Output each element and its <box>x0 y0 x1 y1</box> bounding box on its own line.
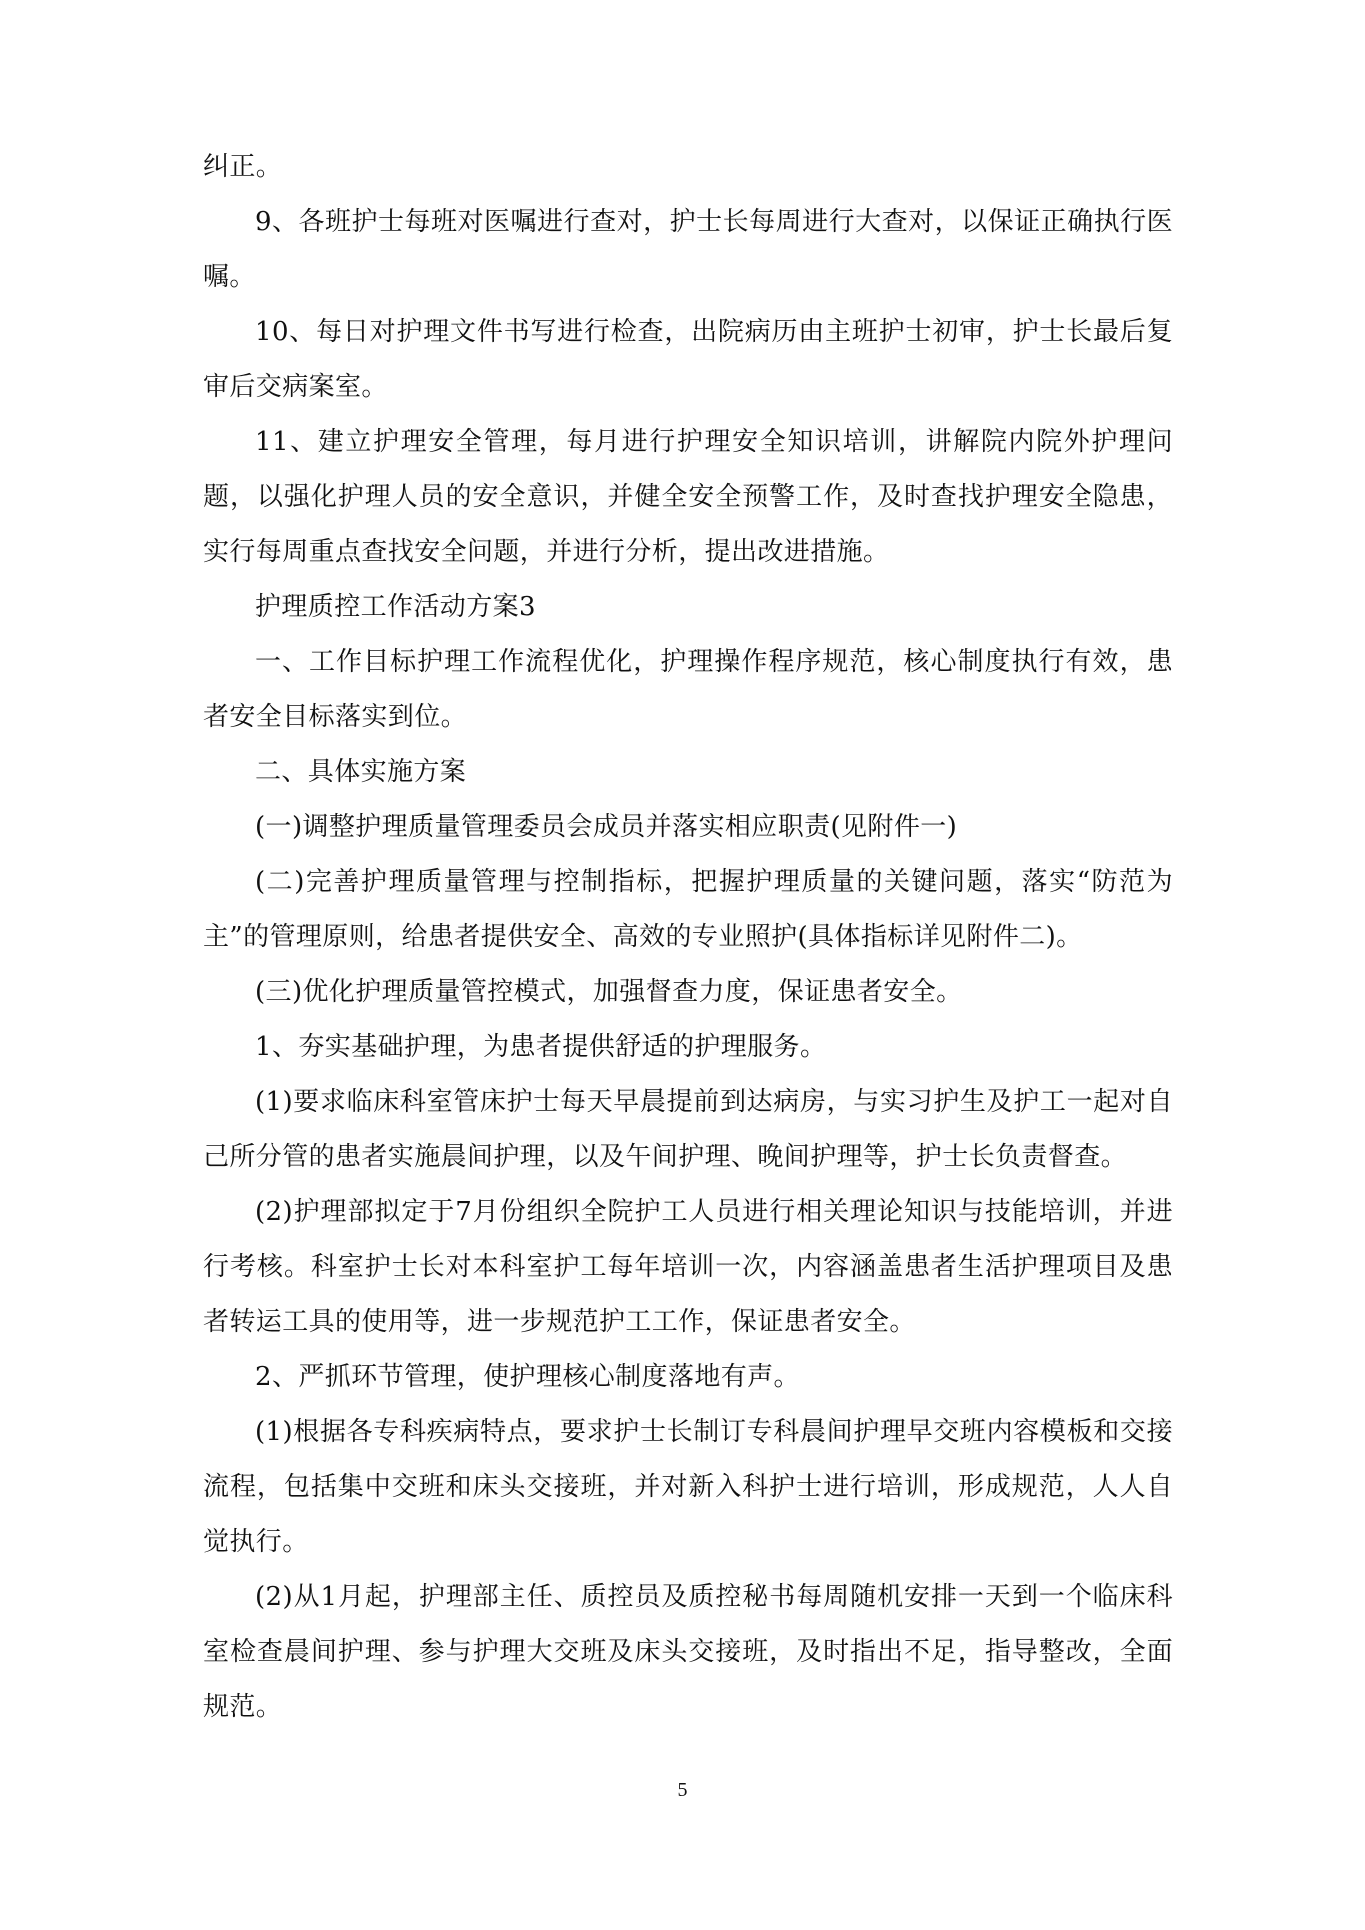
paragraph-sub-1: (一)调整护理质量管理委员会成员并落实相应职责(见附件一) <box>255 812 958 842</box>
page-number: 5 <box>677 1779 688 1801</box>
paragraph-basic-nursing-2: (2)护理部拟定于7月份组织全院护工人员进行相关理论知识与技能培训，并进行考核。科室护士长对本科室护工每年培训一次，内容涵盖患者生活护理项目及患者转运工具的使用等，进一步规范护工工作，保证患者安全。 <box>203 1197 1173 1337</box>
paragraph-sub-3: (三)优化护理质量管控模式，加强督查力度，保证患者安全。 <box>255 977 963 1007</box>
paragraph-work-goal: 一、工作目标护理工作流程优化，护理操作程序规范，核心制度执行有效，患者安全目标落实到位。 <box>203 647 1173 732</box>
paragraph-item-11: 11、建立护理安全管理，每月进行护理安全知识培训，讲解院内院外护理问题，以强化护理人员的安全意识，并健全安全预警工作，及时查找护理安全隐患，实行每周重点查找安全问题，并进行分析，提出改进措施。 <box>203 427 1173 567</box>
section-title: 护理质控工作活动方案3 <box>255 592 536 622</box>
heading-implementation-plan: 二、具体实施方案 <box>255 757 467 787</box>
paragraph-item-9: 9、各班护士每班对医嘱进行查对，护士长每周进行大查对，以保证正确执行医嘱。 <box>203 207 1173 292</box>
heading-process-management: 2、严抓环节管理，使护理核心制度落地有声。 <box>255 1362 800 1392</box>
heading-basic-nursing: 1、夯实基础护理，为患者提供舒适的护理服务。 <box>255 1032 827 1062</box>
paragraph-basic-nursing-1: (1)要求临床科室管床护士每天早晨提前到达病房，与实习护生及护工一起对自己所分管的患者实施晨间护理，以及午间护理、晚间护理等，护士长负责督查。 <box>203 1087 1173 1172</box>
paragraph-continuation: 纠正。 <box>203 152 283 182</box>
document-body <box>203 140 1173 1735</box>
paragraph-process-management-1: (1)根据各专科疾病特点，要求护士长制订专科晨间护理早交班内容模板和交接流程，包括集中交班和床头交接班，并对新入科护士进行培训，形成规范，人人自觉执行。 <box>203 1417 1173 1557</box>
paragraph-item-10: 10、每日对护理文件书写进行检查，出院病历由主班护士初审，护士长最后复审后交病案室。 <box>203 317 1173 402</box>
paragraph-sub-2: (二)完善护理质量管理与控制指标，把握护理质量的关键问题，落实“防范为主”的管理原则，给患者提供安全、高效的专业照护(具体指标详见附件二)。 <box>203 867 1173 952</box>
paragraph-process-management-2: (2)从1月起，护理部主任、质控员及质控秘书每周随机安排一天到一个临床科室检查晨间护理、参与护理大交班及床头交接班，及时指出不足，指导整改，全面规范。 <box>203 1582 1173 1722</box>
